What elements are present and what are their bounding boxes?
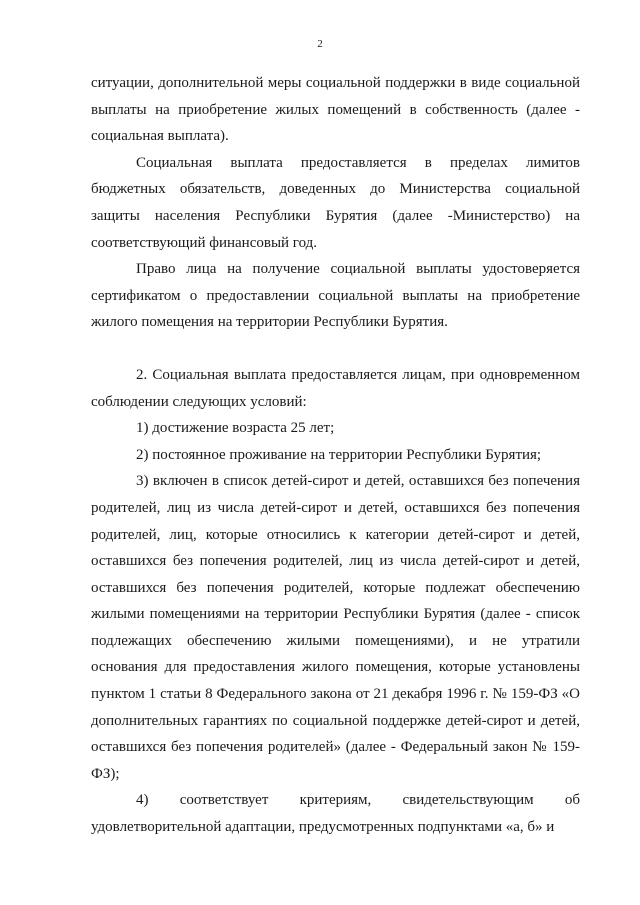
paragraph-continuation: ситуации, дополнительной меры социальной поддержки в виде социальной выплаты на приобретение жилых помещений в собственность (далее - социальная выплата). (91, 75, 580, 145)
list-item-condition-1: 1) достижение возраста 25 лет; (136, 420, 335, 437)
paragraph-certificate: Право лица на получение социальной выплаты удостоверяется сертификатом о предоставлении социальной выплаты на приобретение жилого помещения на территории Республики Бурятия. (91, 261, 580, 331)
word: об (564, 792, 580, 809)
paragraph-clause-2: 2. Социальная выплата предоставляется лицам, при одновременном соблюдении следующих условий: (91, 366, 580, 410)
word: соответствует (179, 792, 269, 809)
word: свидетельствующим (402, 792, 534, 809)
document-body (91, 70, 580, 841)
list-item-condition-4-continuation: удовлетворительной адаптации, предусмотренных подпунктами «а, б» и (91, 819, 555, 836)
paragraph-social-payment-limits: Социальная выплата предоставляется в пределах лимитов бюджетных обязательств, доведенных до Министерства социальной защиты населения Республики Бурятия (далее -Министерство) на соответствующий финансовый год. (91, 154, 580, 251)
list-item-condition-3: 3) включен в список детей-сирот и детей, оставшихся без попечения родителей, лиц из числа детей-сирот и детей, оставшихся без попечения родителей, лиц, которые относились к категории детей-сирот и детей, оставшихся без попечения родителей, лиц из числа детей-сирот и детей, оставшихся без попечения родителей, которые подлежат обеспечению жилыми помещениями на территории Республики Бурятия (далее - список подлежащих обеспечению жилыми помещениями), и не утратили основания для предоставления жилого помещения, которые установлены пунктом 1 статьи 8 Федерального закона от 21 декабря 1996 г. № 159-ФЗ «О дополнительных гарантиях по социальной поддержке детей-сирот и детей, оставшихся без попечения родителей» (далее - Федеральный закон № 159-ФЗ); (91, 473, 580, 782)
list-item-condition-2: 2) постоянное проживание на территории Республики Бурятия; (136, 446, 542, 463)
word: 4) (136, 792, 149, 809)
word: критериям, (299, 792, 372, 809)
list-item-condition-4-first-line (91, 787, 580, 814)
page-number: 2 (317, 38, 323, 50)
